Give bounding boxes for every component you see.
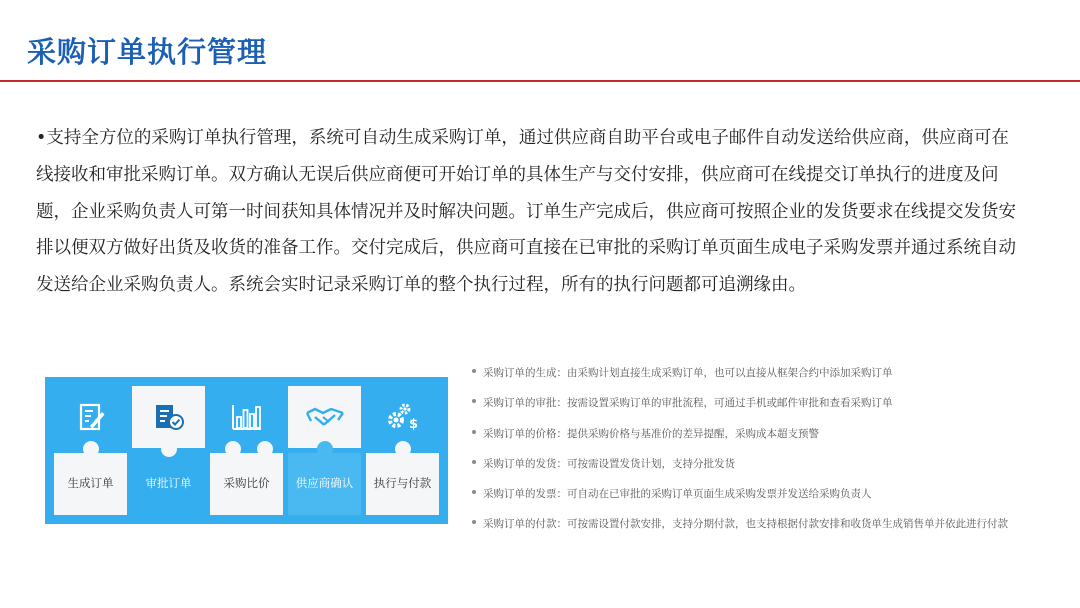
step-3-label-tile [210, 453, 283, 515]
list-item-text: 采购订单的生成：由采购计划直接生成采购订单，也可以直接从框架合约中添加采购订单 [483, 367, 893, 379]
step-2-icon-tile [132, 386, 205, 448]
list-item [472, 426, 819, 441]
connector-knob [83, 441, 99, 457]
step-label: 采购比价 [223, 476, 270, 490]
list-item [472, 395, 893, 410]
description-paragraph: •支持全方位的采购订单执行管理，系统可自动生成采购订单，通过供应商自助平台或电子邮件自动发送给供应商，供应商可在线接收和审批采购订单。双方确认无误后供应商便可开始订单的具体生产与交付安排，供应商可在线提交订单执行的进度及问题，企业采购负责人可第一时间获知具体情况并及时解决问题。订单生产完成后，供应商可按照企业的发货要求在线提交发货安排以便双方做好出货及收货的准备工作。交付完成后，供应商可直接在已审批的采购订单页面生成电子采购发票并通过系统自动发送给企业采购负责人。系统会实时记录采购订单的整个执行过程，所有的执行问题都可追溯缘由。 [36, 128, 1016, 296]
step-5-label-tile [366, 453, 439, 515]
step-2-label-tile [132, 453, 205, 515]
svg-text:$: $ [408, 417, 418, 432]
list-item [472, 486, 872, 501]
connector-knob [317, 441, 333, 457]
title-divider [0, 80, 1080, 82]
gears-dollar-icon [385, 401, 421, 433]
list-item [472, 365, 893, 380]
list-item-text: 采购订单的发票：可自动在已审批的采购订单页面生成采购发票并发送给采购负责人 [483, 488, 872, 500]
connector-knob [395, 441, 411, 457]
bullet-dot [472, 369, 476, 373]
step-label: 生成订单 [67, 476, 114, 490]
step-1-icon-tile [54, 386, 127, 448]
step-label: 审批订单 [145, 476, 192, 490]
bullet-dot [472, 399, 476, 403]
list-item-text: 采购订单的付款：可按需设置付款安排，支持分期付款，也支持根据付款安排和收货单生成销售单并依此进行付款 [483, 518, 1008, 530]
list-item [472, 516, 1008, 531]
step-4-icon-tile [288, 386, 361, 448]
step-label: 执行与付款 [373, 476, 432, 490]
list-item-text: 采购订单的发货：可按需设置发货计划，支持分批发货 [483, 458, 735, 470]
connector-knob [257, 441, 273, 457]
bullet-dot [472, 520, 476, 524]
bullet-dot [472, 430, 476, 434]
document-edit-icon [76, 402, 106, 432]
bullet-dot [472, 460, 476, 464]
step-3-icon-tile [210, 386, 283, 448]
bar-chart-icon [230, 402, 264, 432]
handshake-icon [305, 403, 345, 431]
process-flow-diagram [45, 377, 448, 524]
list-item [472, 456, 735, 471]
connector-knob [161, 441, 177, 457]
bullet-dot [472, 490, 476, 494]
page-title: 采购订单执行管理 [27, 35, 268, 69]
list-item-text: 采购订单的价格：提供采购价格与基准价的差异提醒，采购成本超支预警 [483, 428, 819, 440]
step-1-label-tile [54, 453, 127, 515]
connector-knob [225, 441, 241, 457]
step-5-icon-tile [366, 386, 439, 448]
document-check-icon [152, 402, 186, 432]
step-4-label-tile [288, 453, 361, 515]
step-label: 供应商确认 [295, 476, 354, 490]
list-item-text: 采购订单的审批：按需设置采购订单的审批流程，可通过手机或邮件审批和查看采购订单 [483, 397, 893, 409]
